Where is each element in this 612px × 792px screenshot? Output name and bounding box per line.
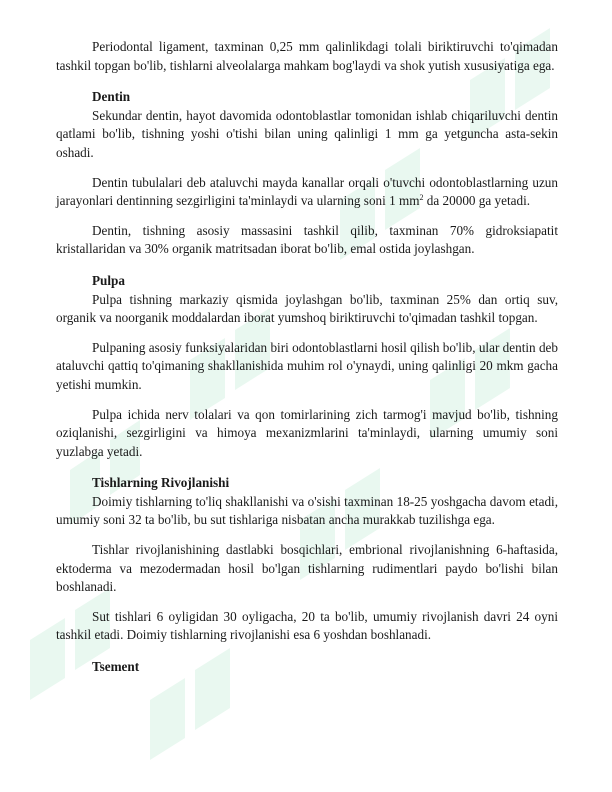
paragraph-dentin-2-text-b: da 20000 ga yetadi. bbox=[423, 193, 531, 209]
paragraph-dentin-2-text-a: Dentin tubulalari deb ataluvchi mayda kanallar orqali o'tuvchi odontoblastlarning uzun jarayonlari dentinning sezgirligini ta'minlaydi va ularning soni 1 mm bbox=[56, 174, 558, 209]
paragraph-dentin-2 bbox=[56, 174, 558, 211]
heading-tsement: Tsement bbox=[92, 659, 140, 675]
paragraph-pulpa-1: Pulpa tishning markaziy qismida joylashgan bo'lib, taxminan 25% dan ortiq suv, organik va noorganik moddalardan iborat yumshoq biriktiruvchi to'qimadan tashkil topgan. bbox=[56, 291, 558, 326]
superscript-two: 2 bbox=[419, 193, 424, 203]
paragraph-rivojlanishi-1: Doimiy tishlarning to'liq shakllanishi va o'sishi taxminan 18-25 yoshgacha davom etadi, umumiy soni 32 ta bo'lib, bu sut tishlariga nisbatan ancha murakkab tuzilishga ega. bbox=[56, 493, 558, 528]
section-pulpa bbox=[56, 272, 558, 461]
paragraph-dentin-1: Sekundar dentin, hayot davomida odontoblastlar tomonidan ishlab chiqariluvchi dentin qatlami bo'lib, tishning yoshi o'tishi bilan uning qalinligi 1 mm ga yetguncha asta-sekin oshadi. bbox=[56, 107, 558, 160]
paragraph-pulpa-3: Pulpa ichida nerv tolalari va qon tomirlarining zich tarmog'i mavjud bo'lib, tishning oziqlanishi, sezgirligini va himoya mexanizmlarini ta'minlaydi, ularning umumiy soni yuzlabga yetadi. bbox=[56, 406, 558, 459]
document-body bbox=[56, 38, 558, 677]
paragraph-rivojlanishi-3: Sut tishlari 6 oyligidan 30 oyligacha, 20 ta bo'lib, umumiy rivojlanish davri 24 oyni tashkil etadi. Doimiy tishlarning rivojlanishi esa 6 yoshdan boshlanadi. bbox=[56, 608, 558, 643]
paragraph-pulpa-2: Pulpaning asosiy funksiyalaridan biri odontoblastlarni hosil qilish bo'lib, ular dentin deb ataluvchi qattiq to'qimaning shakllanishida muhim rol o'ynaydi, uning qalinligi 20 mkm gacha yetishi mumkin. bbox=[56, 339, 558, 392]
section-tsement bbox=[56, 658, 558, 677]
section-rivojlanishi bbox=[56, 474, 558, 645]
heading-pulpa: Pulpa bbox=[92, 272, 125, 288]
paragraph-rivojlanishi-2: Tishlar rivojlanishining dastlabki bosqichlari, embrional rivojlanishning 6-haftasida, ektoderma va mezodermadan hosil bo'lgan tishlarning rudimentlari paydo bo'lishi bilan boshlanadi. bbox=[56, 542, 558, 595]
paragraph-dentin-3: Dentin, tishning asosiy massasini tashkil qilib, taxminan 70% gidroksiapatit kristallaridan va 30% organik matritsadan iborat bo'lib, emal ostida joylashgan. bbox=[56, 222, 558, 257]
paragraph-periodontal: Periodontal ligament, taxminan 0,25 mm qalinlikdagi tolali biriktiruvchi to'qimadan tashkil topgan bo'lib, tishlarni alveolalarga mahkam bog'laydi va shok yutish xususiyatiga ega. bbox=[56, 39, 558, 73]
heading-dentin: Dentin bbox=[92, 89, 131, 105]
section-dentin bbox=[56, 88, 558, 259]
heading-rivojlanishi: Tishlarning Rivojlanishi bbox=[92, 475, 230, 491]
